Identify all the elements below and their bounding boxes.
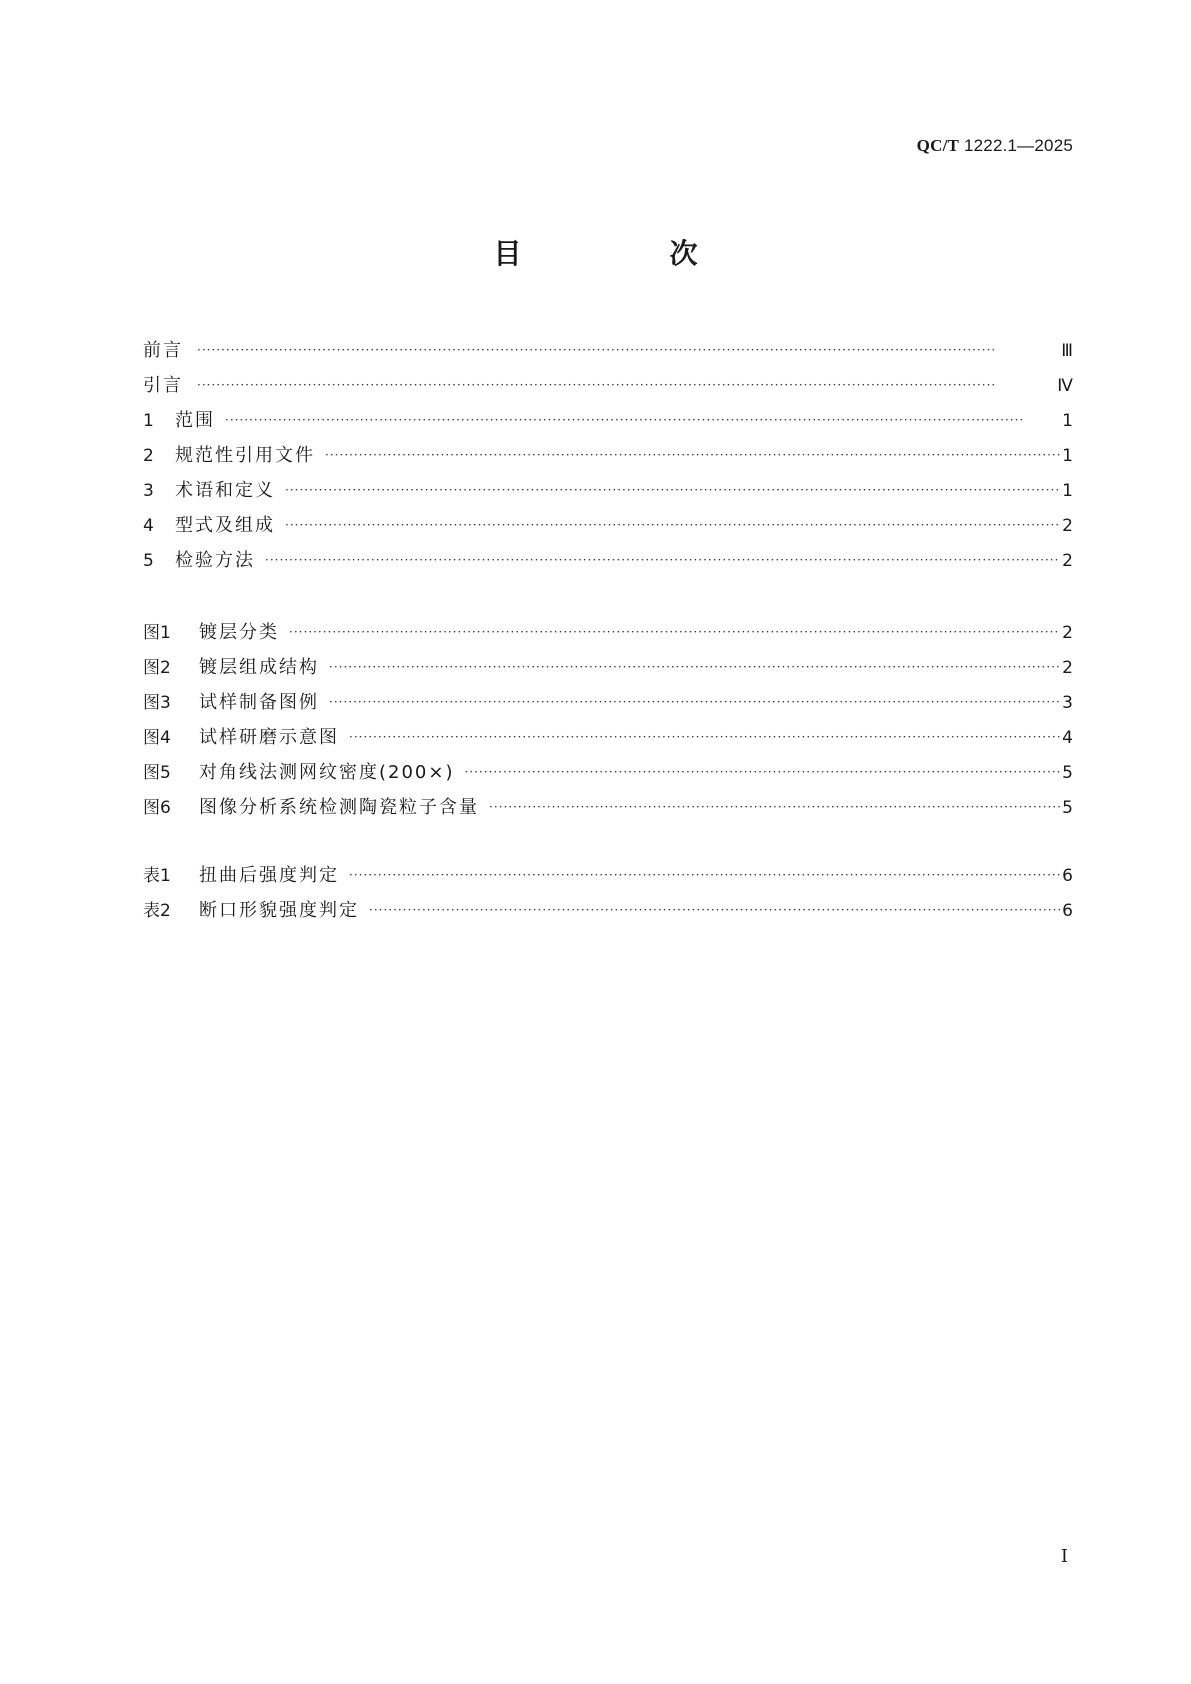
toc-entry-section-1[interactable] — [143, 403, 1073, 438]
toc-entry-table-2[interactable] — [143, 893, 1073, 928]
standard-prefix: QC/T — [916, 136, 960, 155]
dot-leader — [289, 615, 1060, 650]
toc-entry-page: 2 — [1062, 551, 1073, 571]
figure-title: 试样制备图例 — [199, 692, 319, 713]
figure-page: 2 — [1062, 623, 1073, 643]
figure-number: 图1 — [143, 623, 171, 643]
dot-leader — [285, 508, 1060, 543]
toc-entry-number: 1 — [143, 411, 154, 431]
figure-title: 对角线法测网纹密度(200×) — [199, 762, 455, 783]
toc-entry-section-3[interactable] — [143, 473, 1073, 508]
dot-leader — [285, 473, 1060, 508]
figure-title: 镀层分类 — [199, 622, 279, 643]
figure-number: 图4 — [143, 728, 171, 748]
figure-page: 5 — [1062, 798, 1073, 818]
figure-number: 图5 — [143, 763, 171, 783]
figure-number: 图3 — [143, 693, 171, 713]
table-page: 6 — [1062, 901, 1073, 921]
dot-leader — [325, 438, 1060, 473]
toc-entry-figure-3[interactable] — [143, 685, 1073, 720]
toc-entry-figure-1[interactable] — [143, 615, 1073, 650]
table-title: 扭曲后强度判定 — [199, 865, 339, 886]
toc-entry-section-5[interactable] — [143, 543, 1073, 578]
table-number: 表2 — [143, 901, 171, 921]
toc-entry-title: 术语和定义 — [175, 480, 275, 501]
toc-entry-number: 4 — [143, 516, 154, 536]
toc-entry-number: 3 — [143, 481, 154, 501]
standard-number: 1222.1—2025 — [963, 136, 1073, 155]
figure-title: 镀层组成结构 — [199, 657, 319, 678]
toc-entry-page: 2 — [1062, 516, 1073, 536]
toc-entry-page: 1 — [1062, 411, 1073, 431]
toc-tables — [143, 858, 1073, 928]
dot-leader — [464, 755, 1060, 790]
toc-entry-page: 1 — [1062, 446, 1073, 466]
dot-leader — [349, 720, 1060, 755]
figure-title: 图像分析系统检测陶瓷粒子含量 — [199, 797, 479, 818]
toc-entry-figure-6[interactable] — [143, 790, 1073, 825]
dot-leader — [329, 650, 1060, 685]
dot-leader — [197, 368, 1055, 403]
toc-entry-title: 前言 — [143, 340, 183, 361]
figure-page: 5 — [1062, 763, 1073, 783]
dot-leader — [349, 858, 1060, 893]
toc-entry-figure-2[interactable] — [143, 650, 1073, 685]
figure-number: 图6 — [143, 798, 171, 818]
dot-leader — [329, 685, 1060, 720]
figure-title: 试样研磨示意图 — [199, 727, 339, 748]
toc-entry-title: 引言 — [143, 375, 183, 396]
toc-entry-foreword[interactable] — [143, 333, 1073, 368]
toc-entry-figure-5[interactable] — [143, 755, 1073, 790]
toc-entry-section-2[interactable] — [143, 438, 1073, 473]
toc-entry-title: 型式及组成 — [175, 515, 275, 536]
page-title: 目 次 — [493, 237, 758, 270]
table-number: 表1 — [143, 866, 171, 886]
toc-entry-number: 2 — [143, 446, 154, 466]
page-number: Ⅰ — [1060, 1546, 1068, 1567]
toc-entry-section-4[interactable] — [143, 508, 1073, 543]
figure-page: 2 — [1062, 658, 1073, 678]
toc-entry-page: 1 — [1062, 481, 1073, 501]
dot-leader — [225, 403, 1060, 438]
dot-leader — [265, 543, 1060, 578]
toc-entry-introduction[interactable] — [143, 368, 1073, 403]
toc-entry-page: Ⅲ — [1061, 341, 1073, 361]
toc-entry-number: 5 — [143, 551, 154, 571]
table-title: 断口形貌强度判定 — [199, 900, 359, 921]
figure-number: 图2 — [143, 658, 171, 678]
standard-code — [917, 136, 1073, 156]
toc-sections — [143, 333, 1073, 578]
toc-entry-page: Ⅳ — [1057, 376, 1073, 396]
dot-leader — [489, 790, 1060, 825]
figure-page: 3 — [1062, 693, 1073, 713]
toc-entry-table-1[interactable] — [143, 858, 1073, 893]
toc-entry-title: 规范性引用文件 — [175, 445, 315, 466]
toc-entry-title: 检验方法 — [175, 550, 255, 571]
dot-leader — [369, 893, 1060, 928]
toc-entry-figure-4[interactable] — [143, 720, 1073, 755]
dot-leader — [197, 333, 1059, 368]
toc-figures — [143, 615, 1073, 825]
table-page: 6 — [1062, 866, 1073, 886]
figure-page: 4 — [1062, 728, 1073, 748]
toc-entry-title: 范围 — [175, 410, 215, 431]
